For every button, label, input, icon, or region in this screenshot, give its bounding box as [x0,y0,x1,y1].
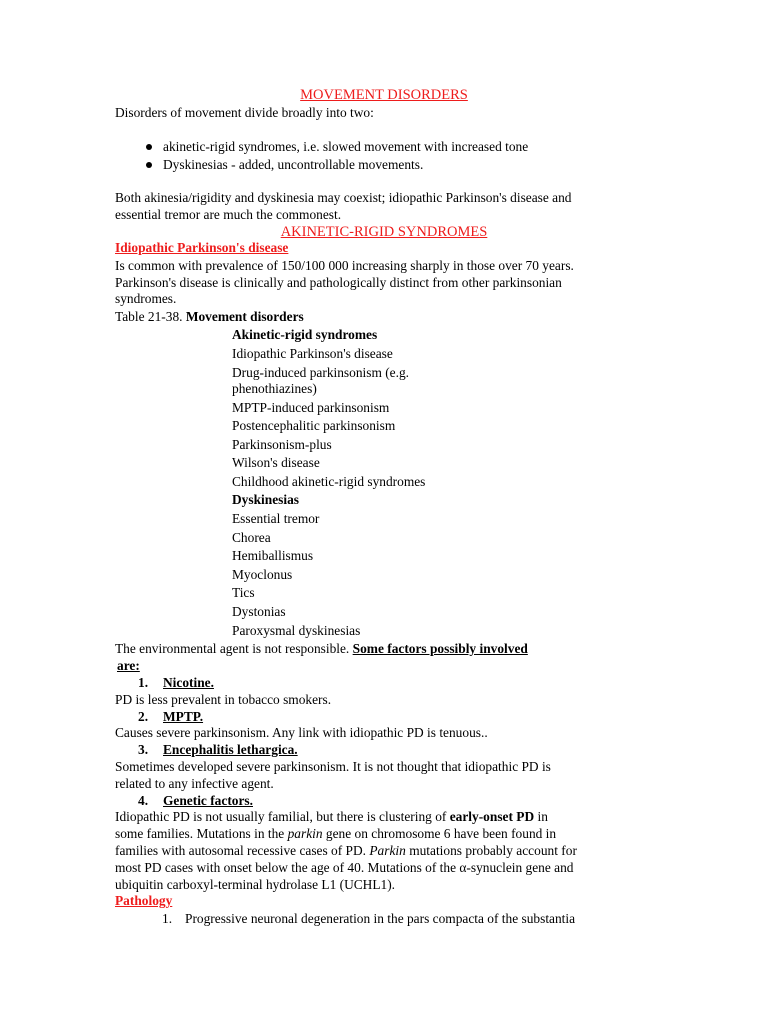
bullet-item: Dyskinesias - added, uncontrollable movements. [163,157,424,172]
table-item: Dystonias [232,604,286,619]
factor-title: Genetic factors. [163,793,253,808]
paragraph-line: Sometimes developed severe parkinsonism. It is not thought that idiopathic PD is [115,759,551,774]
paragraph-line: syndromes. [115,291,177,306]
paragraph-line: Both akinesia/rigidity and dyskinesia may coexist; idiopathic Parkinson's disease and [115,190,572,205]
table-item: Postencephalitic parkinsonism [232,418,396,433]
table-caption [115,309,304,326]
table-item: Wilson's disease [232,455,320,470]
paragraph-line: ubiquitin carboxyl-terminal hydrolase L1 (UCHL1). [115,877,396,892]
paragraph-line: PD is less prevalent in tobacco smokers. [115,692,332,707]
factor-number: 4. [138,793,149,808]
bullet-item: akinetic-rigid syndromes, i.e. slowed movement with increased tone [163,139,529,154]
table-item: Chorea [232,530,271,545]
text-span: some families. Mutations in the [115,826,285,841]
table-item: MPTP-induced parkinsonism [232,400,390,415]
env-bold-continued: are: [117,658,140,673]
factor-number: 3. [138,742,149,757]
pathology-number: 1. [162,911,173,926]
italic-term: parkin [287,826,323,841]
intro-text: Disorders of movement divide broadly into two: [115,105,374,120]
table-group-heading: Akinetic-rigid syndromes [232,327,378,342]
factor-title: Nicotine. [163,675,214,690]
paragraph-line: Is common with prevalence of 150/100 000 increasing sharply in those over 70 years. [115,258,574,273]
paragraph-line [115,826,556,843]
factor-title: MPTP. [163,709,204,724]
page-title: MOVEMENT DISORDERS [300,87,468,103]
subsection-heading: Pathology [115,893,173,908]
paragraph-line [115,809,548,826]
table-item: Drug-induced parkinsonism (e.g. [232,365,410,380]
table-item: Paroxysmal dyskinesias [232,623,361,638]
text-span: gene on chromosome 6 have been found in [325,826,557,841]
paragraph-line: Progressive neuronal degeneration in the pars compacta of the substantia [185,911,576,926]
italic-term: Parkin [369,843,406,858]
factor-title: Encephalitis lethargica. [163,742,298,757]
table-item: Parkinsonism-plus [232,437,332,452]
bold-term: early-onset PD [449,809,535,824]
section-heading: AKINETIC-RIGID SYNDROMES [280,224,488,240]
paragraph-line: related to any infective agent. [115,776,274,791]
env-text: The environmental agent is not responsible. [115,641,350,656]
paragraph-line [115,843,577,860]
subsection-heading: Idiopathic Parkinson's disease [115,240,289,255]
table-title: Movement disorders [185,309,304,324]
env-bold: Some factors possibly involved [352,641,528,656]
text-span: in [537,809,548,824]
table-item: Myoclonus [232,567,293,582]
paragraph-line: Causes severe parkinsonism. Any link with idiopathic PD is tenuous.. [115,725,488,740]
paragraph-line: essential tremor are much the commonest. [115,207,342,222]
table-item: Hemiballismus [232,548,314,563]
bullet-dot [146,144,152,150]
table-item: Childhood akinetic-rigid syndromes [232,474,426,489]
factor-number: 1. [138,675,149,690]
table-item: Essential tremor [232,511,320,526]
table-item: Tics [232,585,255,600]
table-label: Table 21-38. [115,309,183,324]
table-item: phenothiazines) [232,381,317,396]
table-group-heading: Dyskinesias [232,492,299,507]
factor-number: 2. [138,709,149,724]
text-span: families with autosomal recessive cases of PD. [115,843,367,858]
text-span: Idiopathic PD is not usually familial, but there is clustering of [115,809,447,824]
paragraph-line [115,641,528,658]
bullet-dot [146,162,152,168]
paragraph-line: most PD cases with onset below the age of 40. Mutations of the α-synuclein gene and [115,860,574,875]
table-item: Idiopathic Parkinson's disease [232,346,393,361]
paragraph-line: Parkinson's disease is clinically and pathologically distinct from other parkinsonian [115,275,562,290]
text-span: mutations probably account for [409,843,577,858]
